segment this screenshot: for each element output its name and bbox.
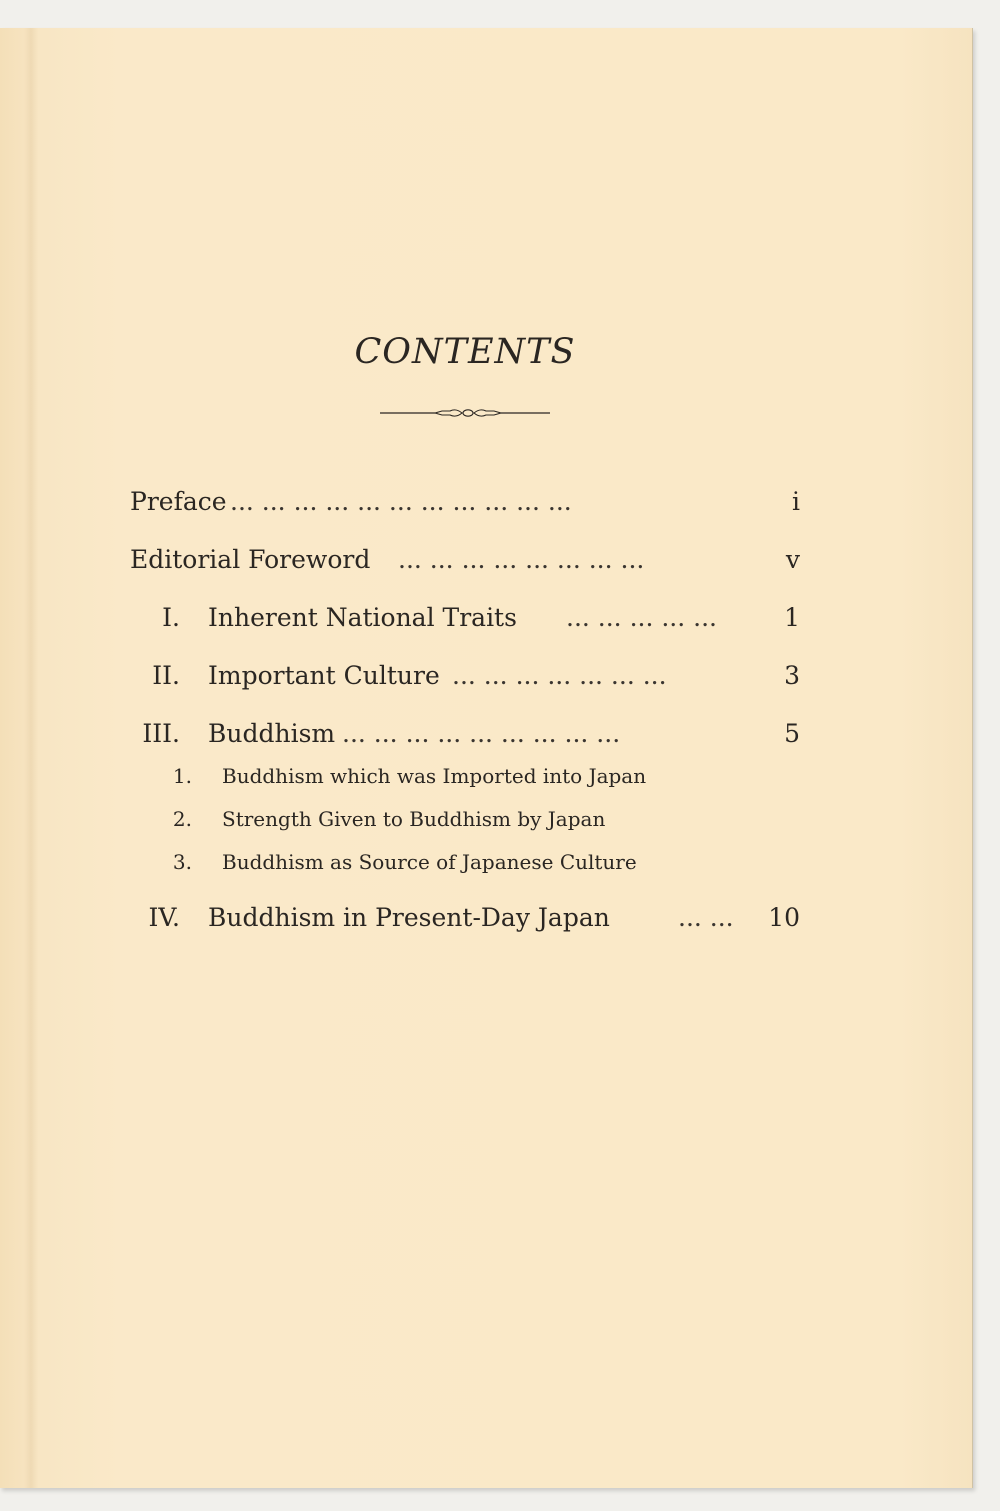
toc-entry-chapter-2[interactable] xyxy=(130,658,800,694)
toc-subentry-text: Buddhism which was Imported into Japan xyxy=(222,764,647,788)
toc-entry-preface[interactable] xyxy=(130,484,800,520)
toc-subentry[interactable] xyxy=(0,760,972,792)
toc-leader: ... ... ... ... ... ... ... ... ... xyxy=(342,719,621,748)
toc-entry-editorial-foreword[interactable] xyxy=(130,542,800,578)
toc-leader: ... ... ... ... ... ... ... ... ... ... ... xyxy=(230,487,572,516)
toc-leader: ... ... ... ... ... ... ... ... xyxy=(398,545,645,574)
toc-subentry-number: 3. xyxy=(172,850,192,874)
toc-leader: ... ... ... ... ... xyxy=(566,603,717,632)
toc-chapter-numeral: II. xyxy=(152,661,180,690)
toc-page-number: 3 xyxy=(784,661,800,690)
toc-page-number: v xyxy=(785,545,800,574)
toc-subentry-number: 1. xyxy=(172,764,192,788)
toc-chapter-numeral: III. xyxy=(142,719,180,748)
toc-subentry-number: 2. xyxy=(172,807,192,831)
toc-chapter-numeral: I. xyxy=(162,603,180,632)
toc-entry-label: Important Culture xyxy=(208,661,440,690)
toc-entry-label: Buddhism in Present-Day Japan xyxy=(208,903,610,932)
toc-subentry[interactable] xyxy=(0,803,972,835)
toc-page-number: 10 xyxy=(768,903,800,932)
toc-subentry[interactable] xyxy=(0,846,972,878)
toc-leader: ... ... xyxy=(678,903,734,932)
toc-entry-chapter-1[interactable] xyxy=(130,600,800,636)
toc-entry-label: Buddhism xyxy=(208,719,336,748)
toc-subentry-text: Strength Given to Buddhism by Japan xyxy=(222,807,606,831)
toc-page-number: 5 xyxy=(784,719,800,748)
contents-title: CONTENTS xyxy=(354,332,576,372)
toc-entry-label: Inherent National Traits xyxy=(208,603,517,632)
toc-page-number: 1 xyxy=(784,603,800,632)
toc-chapter-numeral: IV. xyxy=(148,903,180,932)
toc-entry-label: Preface xyxy=(130,487,227,516)
toc-page-number: i xyxy=(792,487,800,516)
toc-entry-label: Editorial Foreword xyxy=(130,545,371,574)
toc-entry-chapter-3[interactable] xyxy=(130,716,800,752)
toc-leader: ... ... ... ... ... ... ... xyxy=(452,661,667,690)
toc-subentry-text: Buddhism as Source of Japanese Culture xyxy=(222,850,637,874)
toc-entry-chapter-4[interactable] xyxy=(130,900,800,936)
